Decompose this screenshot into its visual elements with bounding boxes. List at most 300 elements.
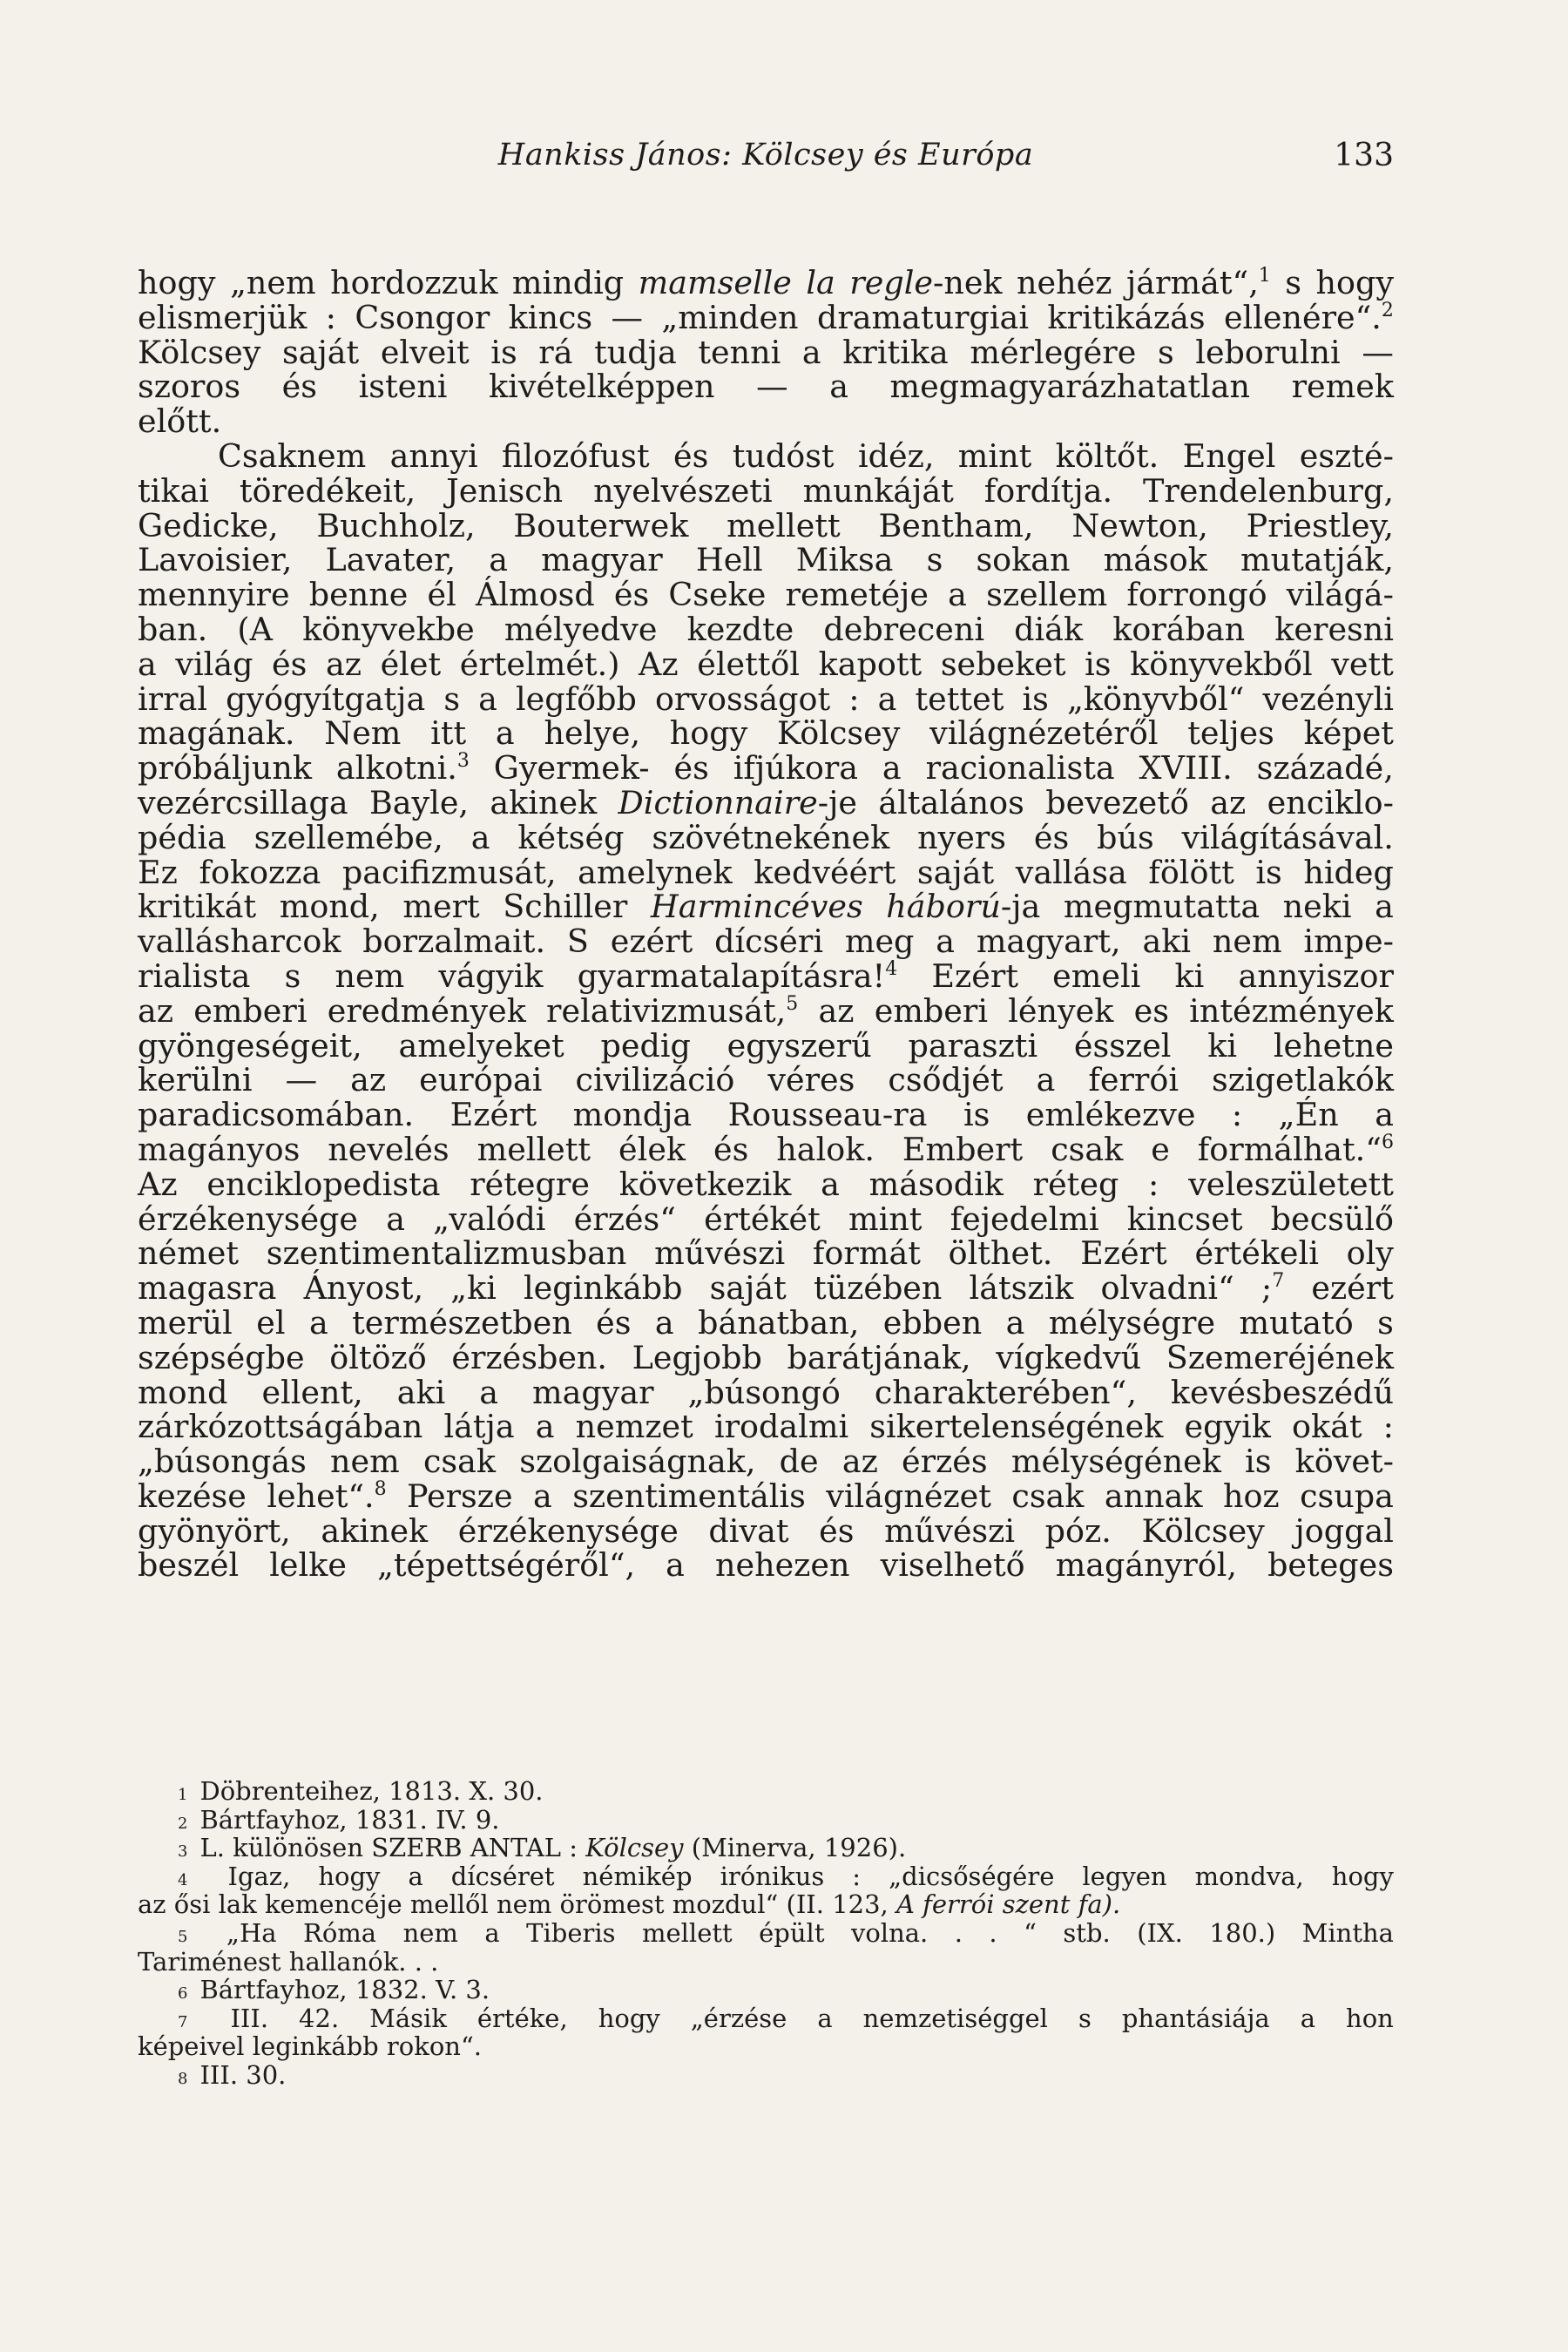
word: előtt. xyxy=(138,402,222,441)
word: hon xyxy=(1346,2003,1394,2033)
word: érzékenysége xyxy=(457,1511,679,1550)
word: mennyire xyxy=(138,576,290,614)
word: szentimentalizmusban xyxy=(266,1234,627,1273)
word: a xyxy=(817,2003,833,2033)
word: viselhető xyxy=(880,1546,1025,1585)
word: Miksa xyxy=(795,541,894,579)
word: helye, xyxy=(544,714,641,753)
word: irodalmi xyxy=(713,1408,849,1446)
word: paradicsomában. xyxy=(138,1096,415,1134)
page-header xyxy=(138,138,1394,181)
word: világá- xyxy=(1286,576,1394,614)
word: csak xyxy=(1011,1477,1085,1515)
word: Igaz, xyxy=(227,1861,291,1891)
word: Schiller xyxy=(503,888,628,926)
word: hogy xyxy=(1331,1861,1394,1891)
word: Tiberis xyxy=(526,1917,616,1948)
word: : xyxy=(852,1861,862,1891)
word: „ki xyxy=(450,1269,497,1308)
word: is xyxy=(1245,1443,1272,1481)
word: ebben xyxy=(882,1303,983,1342)
word: Legjobb xyxy=(632,1338,762,1376)
word: pacifizmusát, xyxy=(341,853,557,891)
word: művészi xyxy=(654,1234,786,1273)
word: hordozzuk xyxy=(330,264,498,301)
word: réteg xyxy=(1032,1165,1119,1203)
word: nem xyxy=(335,956,405,995)
word: nyelvészeti xyxy=(593,471,773,510)
word: . xyxy=(989,1917,997,1948)
word: vezényli xyxy=(1262,679,1394,718)
word: élettől xyxy=(697,645,801,683)
word: kapott xyxy=(818,645,923,683)
word: 180.) xyxy=(1209,1917,1276,1948)
word: impe- xyxy=(1303,923,1394,961)
word: hogy xyxy=(669,714,748,753)
word: mond, xyxy=(279,888,380,926)
word: Dictionnaire-je xyxy=(618,783,858,821)
word: háború-ja xyxy=(886,888,1041,926)
word: és xyxy=(281,368,318,406)
text-line xyxy=(138,889,1394,924)
text-line xyxy=(138,956,1394,995)
word: lények xyxy=(1008,991,1114,1030)
word: és xyxy=(596,1303,632,1342)
word: mert xyxy=(402,888,480,926)
footnote-ref: 8 xyxy=(374,1477,387,1500)
word: az xyxy=(325,645,362,683)
word: Persze xyxy=(407,1477,513,1515)
word: némikép xyxy=(582,1861,693,1891)
word: de xyxy=(779,1443,819,1481)
word: emlékezve xyxy=(1025,1096,1196,1134)
word: szentimentális xyxy=(572,1477,806,1515)
word: épült xyxy=(759,1917,825,1948)
word: hogy xyxy=(318,1861,381,1891)
footnote-line: 8 III. 30. xyxy=(178,2059,287,2090)
word: lelke xyxy=(269,1546,347,1585)
word: szépségbe xyxy=(138,1338,305,1376)
word: művészi xyxy=(884,1511,1016,1550)
word: Róma xyxy=(303,1917,377,1948)
word: : xyxy=(1382,1408,1394,1446)
word: legyen xyxy=(1082,1861,1167,1891)
word: a xyxy=(470,818,490,856)
word: mérlegére xyxy=(970,333,1137,371)
word: követ- xyxy=(1294,1443,1394,1481)
word: nem xyxy=(1212,923,1282,961)
word: gyönyört, xyxy=(138,1511,291,1550)
word: a xyxy=(1036,1061,1056,1099)
word: : xyxy=(1231,1096,1243,1134)
word: Buchholz, xyxy=(316,506,476,544)
word: is xyxy=(490,333,517,371)
text-line xyxy=(138,266,1394,301)
word: csupa xyxy=(1300,1477,1394,1515)
word: Trendelenburg, xyxy=(1143,471,1394,510)
word: kincs xyxy=(508,298,593,336)
word: világ xyxy=(175,645,253,683)
word: kritika xyxy=(842,333,949,371)
word: intézmények xyxy=(1189,991,1394,1030)
word: Engel xyxy=(1182,436,1276,475)
word: a xyxy=(829,368,848,406)
footnote-line xyxy=(138,1948,1394,1977)
word: saját xyxy=(281,333,360,371)
word: es xyxy=(1133,991,1169,1030)
word: tudóst xyxy=(732,436,835,475)
word: itt xyxy=(430,714,467,753)
footnote-ref: 4 xyxy=(885,957,898,980)
word: zárkózottságában xyxy=(138,1408,423,1446)
footnote-ref: 2 xyxy=(1381,299,1394,321)
word: általános xyxy=(878,783,1024,821)
word: : xyxy=(325,298,336,336)
word: próbáljunk xyxy=(138,749,313,787)
word: bánatban, xyxy=(698,1303,860,1342)
word: „könyvből“ xyxy=(1066,679,1245,718)
word: volna. xyxy=(850,1917,929,1948)
word: a xyxy=(936,923,955,961)
word: ifjúkora xyxy=(733,749,859,787)
word: tettet xyxy=(915,679,1004,718)
word: la xyxy=(806,264,835,301)
text-line xyxy=(138,369,1394,404)
word: a xyxy=(386,1200,405,1238)
word: merül xyxy=(138,1303,233,1342)
word: ellenére“.$^2$ xyxy=(1223,298,1394,336)
word: mellett xyxy=(727,506,841,544)
word: charakterében“, xyxy=(874,1373,1137,1411)
footnote-ref: 7 xyxy=(1272,1270,1285,1293)
word: és xyxy=(819,1511,855,1550)
word: rialista xyxy=(138,956,251,995)
word: nemzet xyxy=(575,1408,693,1446)
word: kritikázás xyxy=(1047,298,1206,336)
word: mélységre xyxy=(1048,1303,1216,1342)
word: vallása xyxy=(1015,853,1127,891)
word: lehetne xyxy=(1273,1026,1394,1064)
word: s xyxy=(926,541,943,579)
word: a xyxy=(948,576,967,614)
text-line xyxy=(138,1409,1394,1444)
word: Lavater, xyxy=(325,541,456,579)
text-line xyxy=(138,818,1394,856)
word: Csaknem xyxy=(218,436,367,475)
word: XVIII. xyxy=(1139,749,1233,787)
word: Ezért xyxy=(931,956,1018,995)
word: fölött xyxy=(1148,853,1234,891)
word: ésszel xyxy=(1073,1026,1172,1064)
word: ;$^7$ xyxy=(1260,1269,1285,1308)
footnote-line: 6 Bártfayhoz, 1832. V. 3. xyxy=(178,1975,490,2005)
word: gyógyítgatja xyxy=(226,679,426,718)
footnote-line xyxy=(138,2032,1394,2061)
word: saját xyxy=(916,853,995,891)
word: a xyxy=(408,1861,423,1891)
word: eszté- xyxy=(1299,436,1394,475)
word: is xyxy=(1085,645,1112,683)
word: civilizáció xyxy=(575,1061,735,1099)
word: idéz, xyxy=(857,436,935,475)
word: értékeli xyxy=(1194,1234,1319,1273)
word: Lavoisier, xyxy=(138,541,293,579)
word: Álmosd xyxy=(475,576,595,614)
word: és xyxy=(1033,818,1070,856)
word: látja xyxy=(443,1408,515,1446)
word: — xyxy=(1362,333,1394,371)
footnote-ref: 1 xyxy=(1258,265,1271,287)
word: aki xyxy=(396,1373,446,1411)
word: és xyxy=(613,576,650,614)
word: a xyxy=(654,1303,674,1342)
word: tikai xyxy=(138,471,209,510)
text-line xyxy=(138,783,1394,821)
word: s xyxy=(1078,2003,1092,2033)
word: magának. xyxy=(138,714,295,753)
word: enciklopedista xyxy=(206,1165,441,1203)
footnote-text: Tariménest hallanók. . . xyxy=(138,1946,439,1977)
footnote-line: 3 L. különösen SZERB ANTAL : Kölcsey (Minerva, 1926). xyxy=(178,1833,907,1863)
word: hoz xyxy=(1222,1477,1280,1515)
word: értelmét.) xyxy=(459,645,620,683)
footnote-text: L. különösen SZERB ANTAL : xyxy=(199,1833,586,1863)
word: a xyxy=(666,1546,685,1585)
word: annyi xyxy=(389,436,478,475)
word: munkáját xyxy=(802,471,954,510)
word: Rousseau-ra xyxy=(727,1096,928,1134)
word: nehezen xyxy=(714,1546,850,1585)
word: relativizmusát,$^5$ xyxy=(546,991,799,1030)
word: kevésbeszédű xyxy=(1170,1373,1394,1411)
text-line xyxy=(138,1236,1394,1271)
word: aki xyxy=(1142,923,1192,961)
text-line xyxy=(138,716,1394,751)
word: a xyxy=(308,1303,328,1342)
text-line xyxy=(138,1271,1394,1306)
word: megmagyarázhatatlan xyxy=(889,368,1250,406)
word: világnézet xyxy=(826,1477,991,1515)
word: értéke, xyxy=(476,2003,568,2033)
word: annak xyxy=(1104,1477,1203,1515)
word: egyszerű xyxy=(727,1026,872,1064)
word: — xyxy=(285,1061,318,1099)
word: és xyxy=(673,749,709,787)
word: : xyxy=(848,679,860,718)
footnote-text: Bártfayhoz, 1831. IV. 9. xyxy=(199,1804,500,1835)
word: kétség xyxy=(517,818,625,856)
word: „Én xyxy=(1278,1096,1339,1134)
word: “ xyxy=(1024,1917,1037,1948)
word: a xyxy=(877,679,897,718)
word: diák xyxy=(1014,610,1084,648)
word: „valódi xyxy=(433,1200,546,1238)
word: kritikát xyxy=(138,888,257,926)
word: Ezért xyxy=(1080,1234,1167,1273)
footnote-text: III. 30. xyxy=(199,2059,287,2090)
text-line xyxy=(138,1338,1394,1376)
word: s xyxy=(443,679,461,718)
word: él xyxy=(427,576,456,614)
word: saját xyxy=(709,1269,787,1308)
word: elismerjük xyxy=(138,298,308,336)
word: ki xyxy=(1207,1026,1238,1064)
running-title: Hankiss János: Kölcsey és Európa xyxy=(497,138,1034,172)
word: Gyermek- xyxy=(493,749,650,787)
word: 42. xyxy=(299,2003,340,2033)
footnote-line xyxy=(138,1890,1394,1919)
word: sokan xyxy=(976,541,1071,579)
word: következik xyxy=(618,1165,792,1203)
word: nyers xyxy=(917,818,1007,856)
word: tudja xyxy=(594,333,677,371)
word: kerülni xyxy=(138,1061,253,1099)
word: Gedicke, xyxy=(138,506,279,544)
word: fokozza xyxy=(199,853,321,891)
word: mélyedve xyxy=(504,610,658,648)
word: könyvekből xyxy=(1130,645,1313,683)
text-line xyxy=(138,578,1394,612)
word: csődjét xyxy=(888,1061,1004,1099)
word: gyarmatalapításra!$^4$ xyxy=(577,956,898,995)
word: egyik xyxy=(1184,1408,1271,1446)
word: eredmények xyxy=(327,991,526,1030)
word: az xyxy=(350,1061,387,1099)
word: értékét xyxy=(704,1200,821,1238)
word: csak xyxy=(422,1443,497,1481)
word: a xyxy=(801,333,821,371)
word: Az xyxy=(138,1165,178,1203)
word: mellett xyxy=(641,1917,733,1948)
word: jármát“,$^1$ xyxy=(1125,264,1271,301)
word: érzés xyxy=(902,1443,988,1481)
footnote-ref: 3 xyxy=(456,750,470,773)
word: vezércsillaga xyxy=(138,783,348,821)
word: kincset xyxy=(1126,1200,1243,1238)
word: kedvéért xyxy=(754,853,896,891)
word: orvosságot xyxy=(654,679,831,718)
word: a xyxy=(882,749,902,787)
word: szövétnekének xyxy=(652,818,890,856)
word: kivételképpen xyxy=(489,368,715,406)
word: magyart, xyxy=(976,923,1121,961)
word: világnézetéről xyxy=(929,714,1159,753)
word: amelyeket xyxy=(398,1026,564,1064)
word: a xyxy=(484,1917,500,1948)
word: érzékenysége xyxy=(138,1200,359,1238)
text-line xyxy=(138,1444,1394,1479)
word: Jenisch xyxy=(446,471,564,510)
text-line xyxy=(138,1511,1394,1550)
word: akinek xyxy=(321,1511,429,1550)
word: oly xyxy=(1346,1234,1394,1273)
word: természetben xyxy=(352,1303,572,1342)
word: fejedelmi xyxy=(950,1200,1099,1238)
word: nemzetiséggel xyxy=(862,2003,1048,2033)
word: bevezető xyxy=(1045,783,1189,821)
word: a xyxy=(1375,888,1394,926)
word: hogy xyxy=(598,2003,660,2033)
word: nem xyxy=(402,1917,458,1948)
footnote-text: képeivel leginkább rokon“. xyxy=(138,2031,483,2062)
text-line xyxy=(138,1548,1394,1583)
text-line xyxy=(138,335,1394,370)
word: ferrói xyxy=(1088,1061,1179,1099)
footnote-text: A ferrói szent fa). xyxy=(896,1889,1121,1920)
word: szigetlakók xyxy=(1212,1061,1394,1099)
word: és xyxy=(272,645,308,683)
word: mondja xyxy=(572,1096,693,1134)
word: Ez xyxy=(138,853,178,891)
word: (IX. xyxy=(1137,1917,1183,1948)
word: benne xyxy=(308,576,409,614)
word: teljes xyxy=(1187,714,1274,753)
text-line xyxy=(138,924,1394,959)
word: a xyxy=(479,1373,499,1411)
word: regle-nek xyxy=(849,264,1003,301)
text-line xyxy=(138,1303,1394,1342)
word: mint xyxy=(848,1200,923,1238)
word: stb. xyxy=(1063,1917,1111,1948)
word: dícséri xyxy=(714,923,824,961)
text-line xyxy=(138,1063,1394,1098)
word: amelynek xyxy=(578,853,733,891)
word: isteni xyxy=(358,368,448,406)
word: öltöző xyxy=(329,1338,427,1376)
word: a xyxy=(478,679,497,718)
word: pédia xyxy=(138,818,226,856)
text-line xyxy=(138,855,1394,890)
word: tenni xyxy=(698,333,781,371)
word: megmutatta xyxy=(1063,888,1260,926)
word: élet xyxy=(380,645,442,683)
word: vallásharcok xyxy=(138,923,341,961)
word: ban. xyxy=(138,610,208,648)
word: neki xyxy=(1282,888,1352,926)
word: Másik xyxy=(369,2003,447,2033)
word: az xyxy=(1210,783,1247,821)
word: a xyxy=(1005,1303,1025,1342)
word: képet xyxy=(1303,714,1394,753)
text-line xyxy=(138,612,1394,647)
word: Harmincéves xyxy=(650,888,863,926)
word: Cseke xyxy=(668,576,767,614)
word: ölthet. xyxy=(948,1234,1053,1273)
word: paraszti xyxy=(908,1026,1038,1064)
word: „tépettségéről“, xyxy=(376,1546,636,1585)
word: és xyxy=(673,436,709,475)
word: meg xyxy=(844,923,915,961)
word: dramaturgiai xyxy=(816,298,1029,336)
word: barátjának, xyxy=(787,1338,971,1376)
word: keresni xyxy=(1274,610,1394,648)
word: érzés“ xyxy=(573,1200,676,1238)
word: phantásiája xyxy=(1121,2003,1270,2033)
word: Newton, xyxy=(1071,506,1208,544)
word: „búsongás xyxy=(138,1443,307,1481)
word: hogy xyxy=(138,264,216,301)
word: töredékeit, xyxy=(239,471,416,510)
word: gyöngeségeit, xyxy=(138,1026,362,1064)
word: sebeket xyxy=(940,645,1066,683)
word: s xyxy=(1377,1303,1394,1342)
text-line xyxy=(138,543,1394,578)
word: is xyxy=(1255,853,1282,891)
word: Embert xyxy=(902,1130,1024,1168)
word: világításával. xyxy=(1181,818,1394,856)
text-line xyxy=(138,679,1394,718)
footnote-text: Döbrenteihez, 1813. X. 30. xyxy=(199,1776,544,1806)
